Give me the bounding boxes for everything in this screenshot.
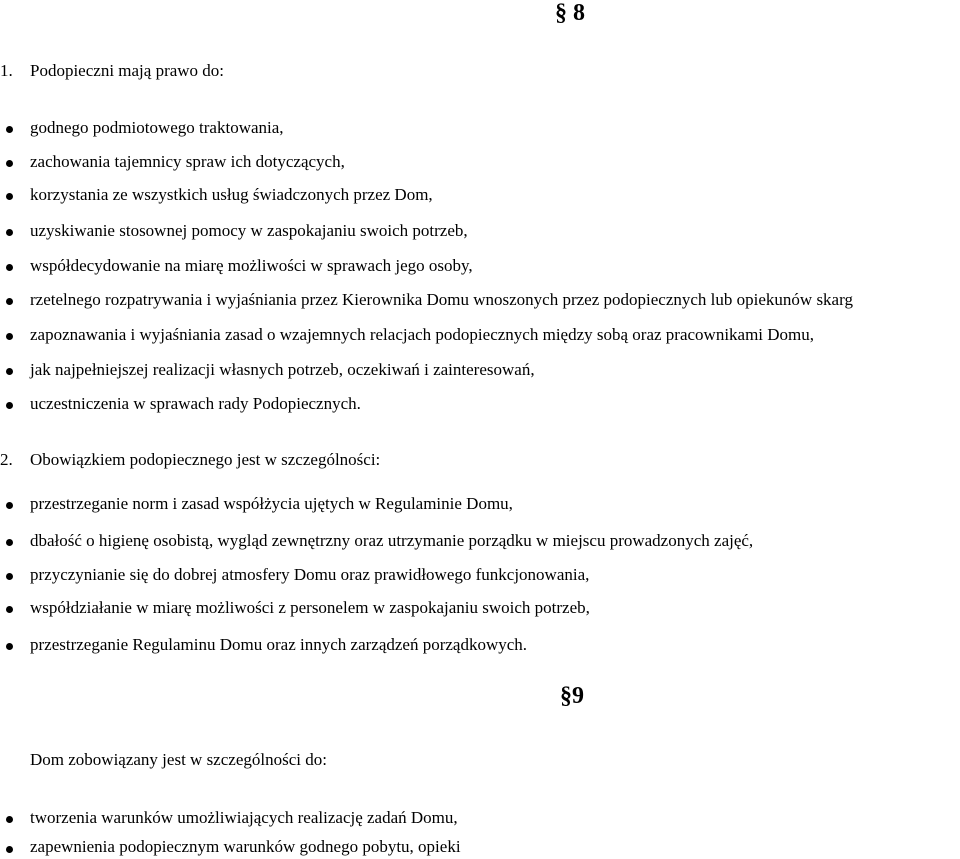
bullet-icon bbox=[6, 126, 13, 133]
point-1-number: 1. bbox=[0, 61, 13, 80]
bullet-icon bbox=[6, 573, 13, 580]
list-item-text: przyczynianie się do dobrej atmosfery Domu oraz prawidłowego funkcjonowania, bbox=[30, 565, 590, 584]
list-item-text: dbałość o higienę osobistą, wygląd zewnętrzny oraz utrzymanie porządku w miejscu prowadzonych zajęć, bbox=[30, 531, 754, 550]
list-item-text: korzystania ze wszystkich usług świadczonych przez Dom, bbox=[30, 185, 433, 204]
list-item-text: uczestniczenia w sprawach rady Podopiecznych. bbox=[30, 394, 361, 413]
point-2-heading: Obowiązkiem podopiecznego jest w szczególności: bbox=[30, 450, 381, 469]
point-1-heading: Podopieczni mają prawo do: bbox=[30, 61, 225, 80]
bullet-icon bbox=[6, 368, 13, 375]
list-item-text: współdecydowanie na miarę możliwości w sprawach jego osoby, bbox=[30, 256, 473, 275]
list-item-text: jak najpełniejszej realizacji własnych potrzeb, oczekiwań i zainteresowań, bbox=[30, 360, 535, 379]
bullet-icon bbox=[6, 298, 13, 305]
bullet-icon bbox=[6, 606, 13, 613]
bullet-icon bbox=[6, 539, 13, 546]
list-item-text: tworzenia warunków umożliwiających realizację zadań Domu, bbox=[30, 808, 458, 827]
bullet-icon bbox=[6, 333, 13, 340]
bullet-icon bbox=[6, 193, 13, 200]
list-item-text: zapewnienia podopiecznym warunków godnego pobytu, opieki bbox=[30, 837, 461, 856]
section-9-heading: Dom zobowiązany jest w szczególności do: bbox=[30, 750, 327, 769]
bullet-icon bbox=[6, 264, 13, 271]
list-item-text: zachowania tajemnicy spraw ich dotyczących, bbox=[30, 152, 345, 171]
bullet-icon bbox=[6, 402, 13, 409]
list-item-text: współdziałanie w miarę możliwości z personelem w zaspokajaniu swoich potrzeb, bbox=[30, 598, 590, 617]
bullet-icon bbox=[6, 846, 13, 853]
bullet-icon bbox=[6, 816, 13, 823]
section-9-mark: §9 bbox=[560, 683, 584, 709]
bullet-icon bbox=[6, 643, 13, 650]
list-item-text: przestrzeganie norm i zasad współżycia ujętych w Regulaminie Domu, bbox=[30, 494, 513, 513]
list-item-text: przestrzeganie Regulaminu Domu oraz innych zarządzeń porządkowych. bbox=[30, 635, 528, 654]
bullet-icon bbox=[6, 229, 13, 236]
list-item-text: godnego podmiotowego traktowania, bbox=[30, 118, 284, 137]
bullet-icon bbox=[6, 160, 13, 167]
point-2-number: 2. bbox=[0, 450, 13, 469]
list-item-text: zapoznawania i wyjaśniania zasad o wzajemnych relacjach podopiecznych między sobą oraz pracownikami Domu, bbox=[30, 325, 815, 344]
section-8-mark: § 8 bbox=[555, 0, 585, 26]
bullet-icon bbox=[6, 502, 13, 509]
list-item-text: uzyskiwanie stosownej pomocy w zaspokajaniu swoich potrzeb, bbox=[30, 221, 468, 240]
list-item-text: rzetelnego rozpatrywania i wyjaśniania przez Kierownika Domu wnoszonych przez podopiecznych lub opiekunów skarg bbox=[30, 290, 853, 309]
